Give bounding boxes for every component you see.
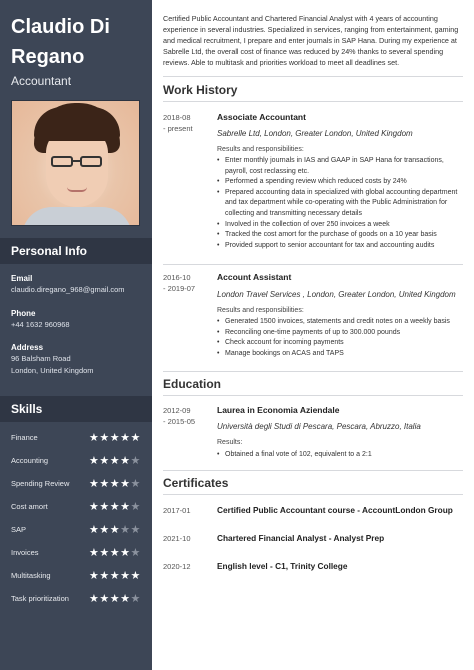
personal-info-heading: Personal Info <box>0 238 152 264</box>
summary-line: experience in several industries. Specialized in services, ranging from entertainment, gaming <box>163 25 459 34</box>
star-icon: ★ <box>99 432 110 444</box>
skill-row <box>11 478 143 492</box>
skill-rating <box>89 546 141 559</box>
skill-rating <box>89 523 141 536</box>
education-heading: Education <box>163 377 222 391</box>
star-icon: ★ <box>109 432 121 444</box>
list-item: • Obtained a final vote of 102, equivalent to a 2:1 <box>217 450 465 461</box>
skill-row <box>11 501 143 515</box>
skill-row <box>11 570 143 584</box>
skill-rating <box>89 477 141 490</box>
list-item: • Provided support to senior accountant for tax and accounting audits <box>217 241 465 252</box>
star-icon: ★ <box>99 547 110 559</box>
star-icon: ★ <box>109 593 121 605</box>
date-start: 2018-08 <box>163 113 191 122</box>
education-date <box>163 405 195 427</box>
certificate-name: English level - C1, Trinity College <box>217 561 348 571</box>
star-icon: ★ <box>99 570 110 582</box>
divider <box>163 470 463 471</box>
star-icon: ★ <box>99 593 110 605</box>
work-history-heading: Work History <box>163 83 238 97</box>
star-icon: ★ <box>130 501 141 513</box>
star-icon: ★ <box>89 547 100 559</box>
star-icon: ★ <box>99 524 110 536</box>
star-icon: ★ <box>109 478 121 490</box>
email-label: Email <box>11 274 33 283</box>
star-icon: ★ <box>99 455 110 467</box>
star-icon: ★ <box>120 478 131 490</box>
date-start: 2012-09 <box>163 406 191 415</box>
professional-summary <box>163 13 463 68</box>
certificate-name: Chartered Financial Analyst - Analyst Prep <box>217 533 385 543</box>
star-icon: ★ <box>120 524 131 536</box>
divider <box>163 76 463 77</box>
list-item: • Generated 1500 invoices, statements and credit notes on a weekly basis <box>217 317 465 328</box>
star-icon: ★ <box>130 478 141 490</box>
job-company: London Travel Services , London, Greater London, United Kingdom <box>217 290 456 299</box>
skill-name: Invoices <box>11 548 39 557</box>
star-icon: ★ <box>89 455 100 467</box>
summary-line: Certified Public Accountant and Chartered Financial Analyst with 4 years of accounting <box>163 14 438 23</box>
job-date <box>163 272 195 294</box>
star-icon: ★ <box>130 455 141 467</box>
last-name: Regano <box>11 46 85 68</box>
star-icon: ★ <box>89 570 100 582</box>
list-item: • Involved in the collection of over 250 invoices a week <box>217 220 465 231</box>
star-icon: ★ <box>109 570 121 582</box>
job-title: Account Assistant <box>217 272 292 282</box>
star-icon: ★ <box>120 570 131 582</box>
phone-value[interactable]: +44 1632 960968 <box>11 320 70 329</box>
star-icon: ★ <box>109 455 121 467</box>
email-value[interactable]: claudio.diregano_968@gmail.com <box>11 285 125 294</box>
job-title: Associate Accountant <box>217 112 306 122</box>
skill-row <box>11 455 143 469</box>
candidate-name <box>11 12 110 72</box>
skills-heading: Skills <box>0 396 152 422</box>
skill-rating <box>89 500 141 513</box>
star-icon: ★ <box>89 524 100 536</box>
address-line-1: 96 Balsham Road <box>11 354 71 363</box>
profile-photo <box>11 100 140 226</box>
star-icon: ★ <box>130 432 141 444</box>
address-label: Address <box>11 343 44 352</box>
list-item: • Prepared accounting data in specialized with global accounting department and tax department while co-operating with the Public Administration for collecting and transmitting necessary details <box>217 188 465 220</box>
job-bullets <box>217 156 465 251</box>
star-icon: ★ <box>120 593 131 605</box>
summary-line: Sabrelle Ltd, the overall cost of finance was reduced by 24% thanks to several spending <box>163 47 444 56</box>
star-icon: ★ <box>120 501 131 513</box>
results-label: Results: <box>217 439 243 446</box>
responsibilities-label: Results and responsibilities: <box>217 146 304 153</box>
skill-rating <box>89 431 141 444</box>
job-date <box>163 112 193 134</box>
divider <box>163 395 463 396</box>
degree-title: Laurea in Economia Aziendale <box>217 405 340 415</box>
skill-rating <box>89 569 141 582</box>
divider <box>163 371 463 372</box>
summary-line: reviews. Able to multitask and priorities workload to meet all deadlines set. <box>163 58 400 67</box>
certificates-heading: Certificates <box>163 476 229 490</box>
date-start: 2016-10 <box>163 273 191 282</box>
skill-name: Task prioritization <box>11 594 69 603</box>
responsibilities-label: Results and responsibilities: <box>217 307 304 314</box>
divider <box>163 101 463 102</box>
date-end: - 2015-05 <box>163 417 196 426</box>
skill-row <box>11 547 143 561</box>
list-item: • Reconciling one-time payments of up to 300.000 pounds <box>217 328 465 339</box>
job-bullets <box>217 317 465 359</box>
certificate-date: 2020-12 <box>163 562 191 571</box>
phone-label: Phone <box>11 309 36 318</box>
certificate-name: Certified Public Accountant course - AccountLondon Group <box>217 505 453 515</box>
summary-line: and medical recruitment, I prepare and enter journals in SAP Hana. During my experience at <box>163 36 457 45</box>
education-bullets <box>217 450 465 461</box>
star-icon: ★ <box>130 570 141 582</box>
star-icon: ★ <box>120 455 131 467</box>
job-company: Sabrelle Ltd, London, Greater London, United Kingdom <box>217 129 413 138</box>
star-icon: ★ <box>109 501 121 513</box>
skill-row <box>11 593 143 607</box>
skill-rating <box>89 592 141 605</box>
star-icon: ★ <box>89 501 100 513</box>
job-role: Accountant <box>11 74 72 88</box>
divider <box>163 494 463 495</box>
star-icon: ★ <box>89 593 100 605</box>
star-icon: ★ <box>109 547 121 559</box>
skill-row <box>11 432 143 446</box>
skill-name: Accounting <box>11 456 49 465</box>
sidebar <box>0 0 152 670</box>
list-item: • Check account for incoming payments <box>217 338 465 349</box>
star-icon: ★ <box>130 593 141 605</box>
skill-name: Finance <box>11 433 38 442</box>
certificate-date: 2021-10 <box>163 534 191 543</box>
date-end: - 2019-07 <box>163 284 196 293</box>
star-icon: ★ <box>130 547 141 559</box>
star-icon: ★ <box>99 501 110 513</box>
skill-name: Cost amort <box>11 502 48 511</box>
school-name: Università degli Studi di Pescara, Pescara, Abruzzo, Italia <box>217 422 421 431</box>
star-icon: ★ <box>99 478 110 490</box>
skill-name: Multitasking <box>11 571 51 580</box>
divider <box>163 264 463 265</box>
address-line-2: London, United Kingdom <box>11 366 94 375</box>
date-end: - present <box>163 124 193 133</box>
star-icon: ★ <box>120 547 131 559</box>
skill-rating <box>89 454 141 467</box>
star-icon: ★ <box>109 524 121 536</box>
list-item: • Manage bookings on ACAS and TAPS <box>217 349 465 360</box>
list-item: • Tracked the cost amort for the purchase of goods on a 10 year basis <box>217 230 465 241</box>
skill-name: SAP <box>11 525 27 534</box>
star-icon: ★ <box>89 432 100 444</box>
skill-row <box>11 524 143 538</box>
star-icon: ★ <box>120 432 131 444</box>
list-item: • Enter monthly journals in IAS and GAAP in SAP Hana for transactions, payroll, cost reclassing etc. <box>217 156 465 177</box>
star-icon: ★ <box>130 524 141 536</box>
list-item: • Performed a spending review which reduced costs by 24% <box>217 177 465 188</box>
first-name: Claudio Di <box>11 16 110 38</box>
certificate-date: 2017-01 <box>163 506 191 515</box>
star-icon: ★ <box>89 478 100 490</box>
skill-name: Spending Review <box>11 479 70 488</box>
